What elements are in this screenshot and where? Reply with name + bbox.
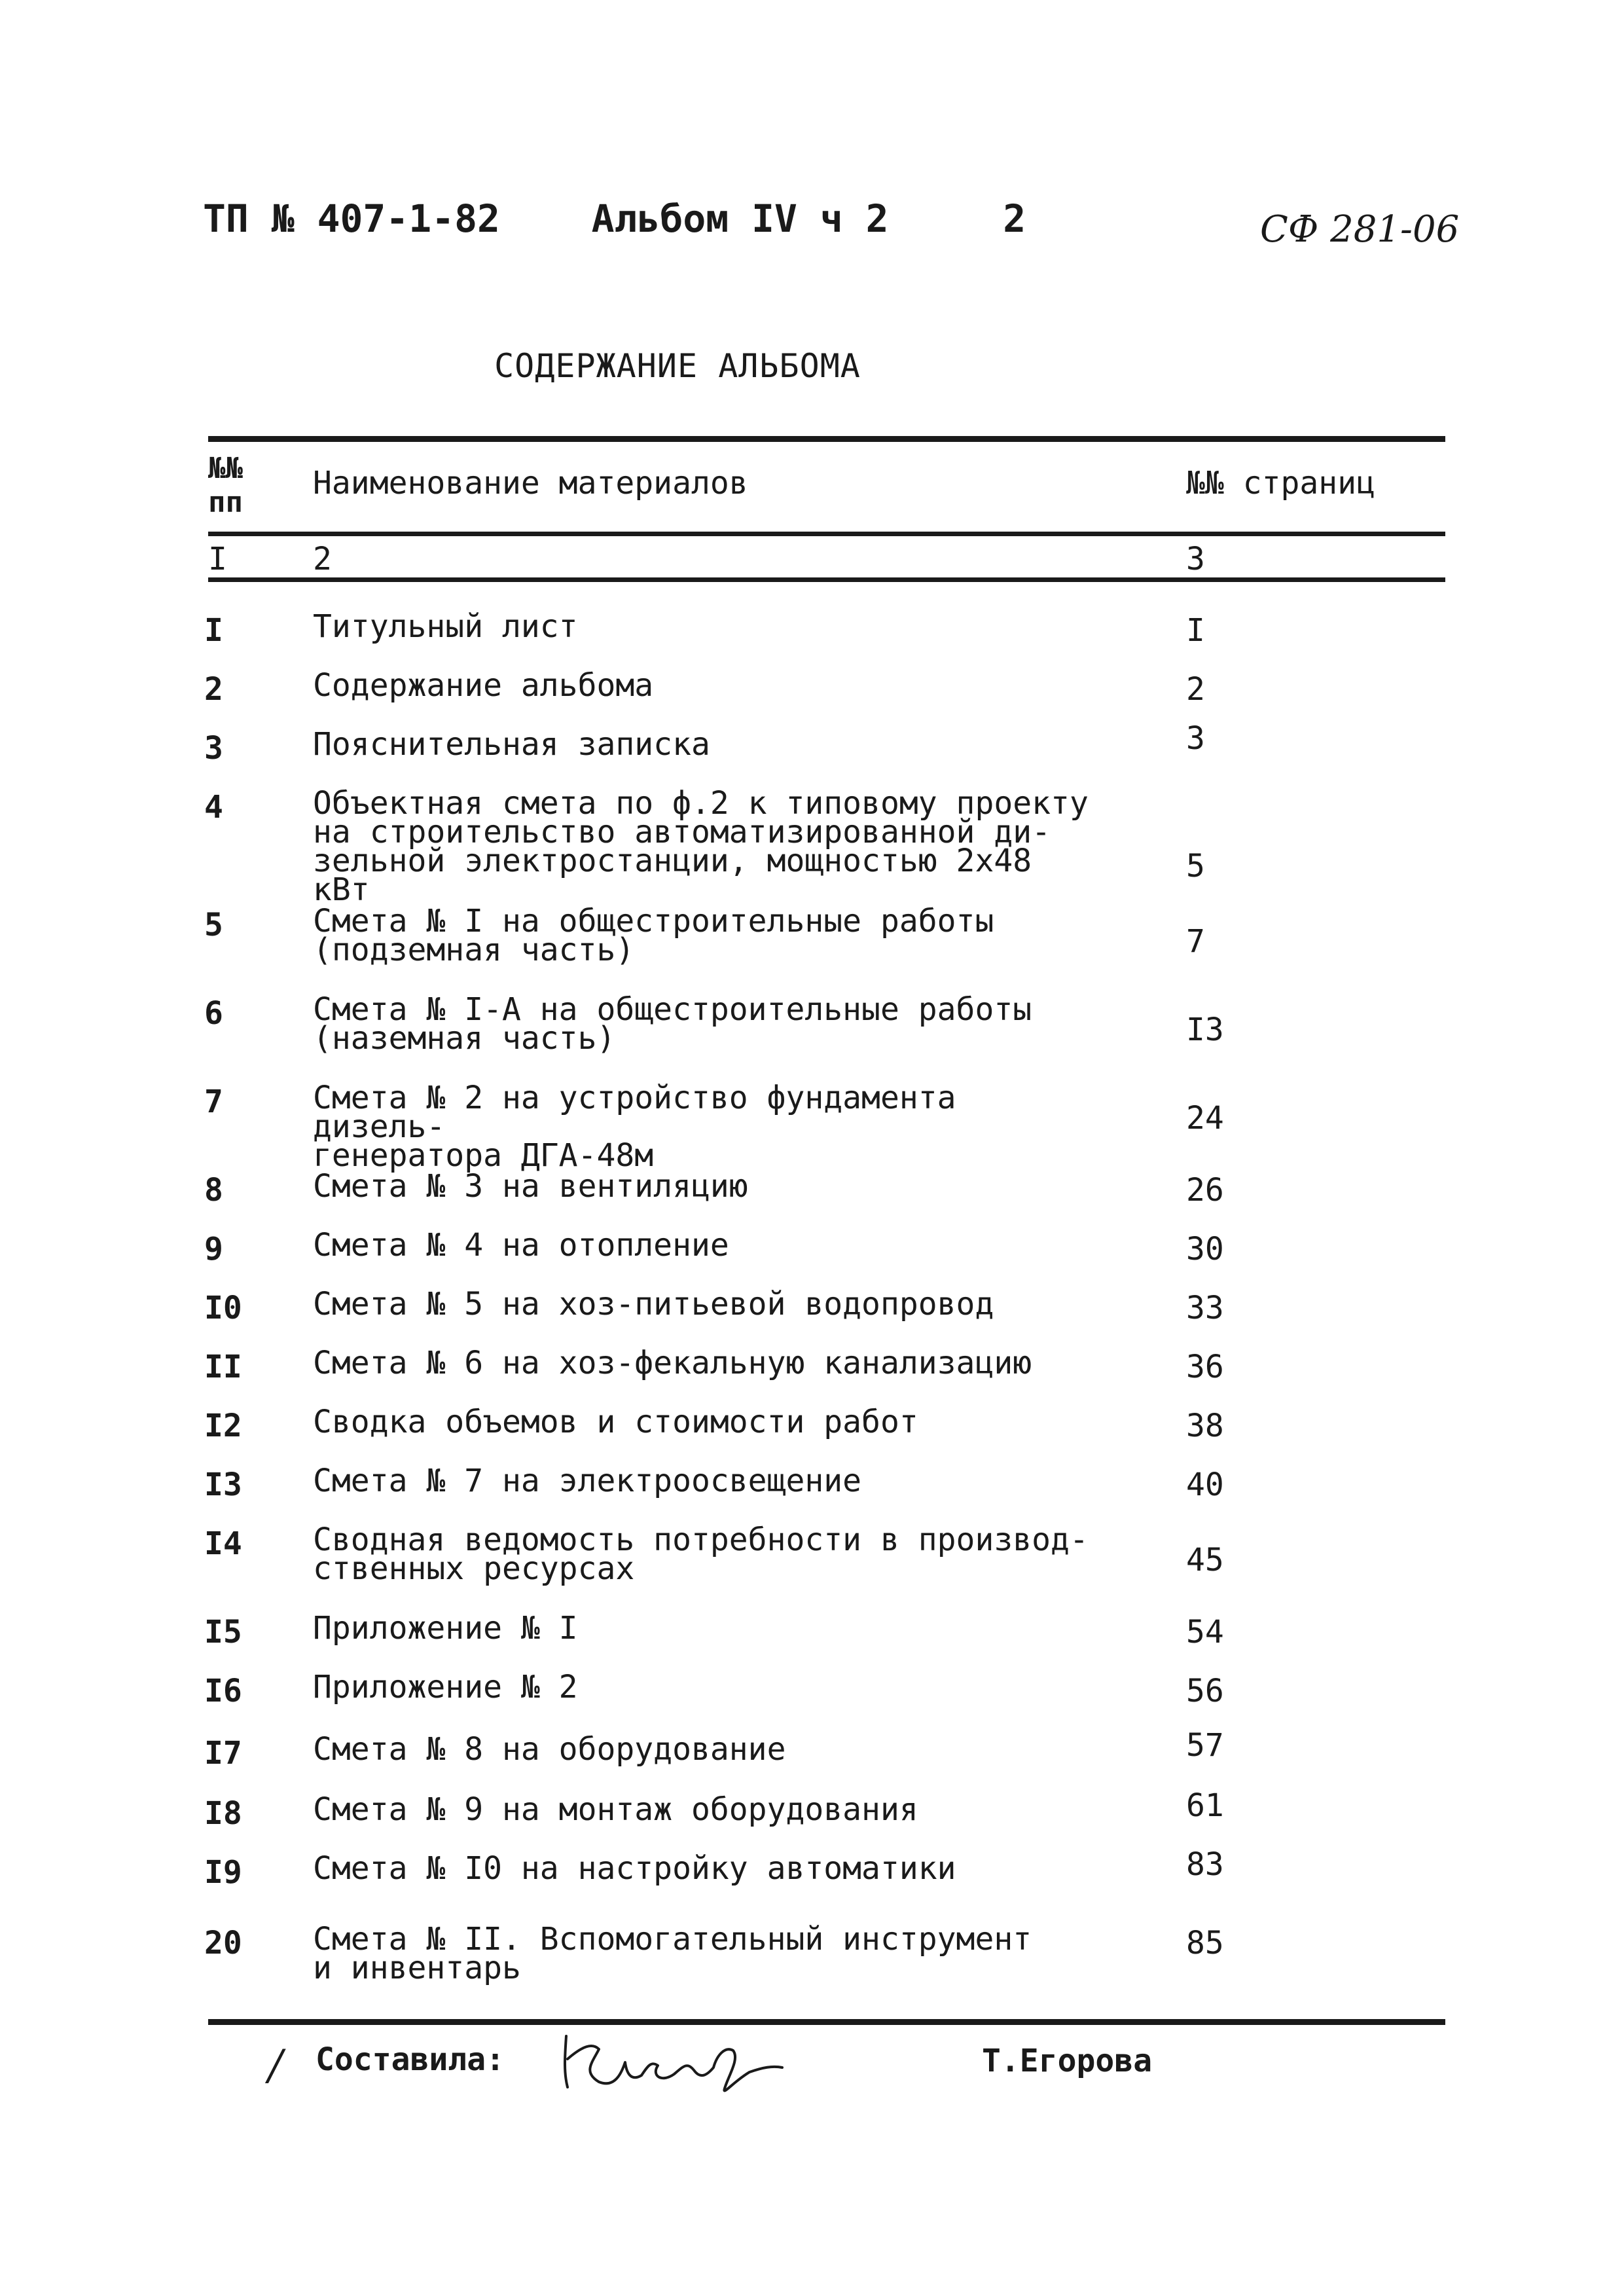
- row-number: 6: [204, 995, 223, 1032]
- row-page: 7: [1186, 923, 1205, 960]
- row-page: 38: [1186, 1408, 1224, 1444]
- column-number-3: 3: [1186, 541, 1205, 577]
- row-title: Смета № 9 на монтаж оборудования: [313, 1791, 918, 1828]
- row-number: 7: [204, 1084, 223, 1120]
- row-page: 30: [1186, 1231, 1224, 1267]
- row-page: 33: [1186, 1290, 1224, 1326]
- column-number-1: I: [208, 541, 237, 581]
- row-title: Смета № I-А на общестроительные работы (наземная часть): [313, 991, 1032, 1057]
- row-number: I0: [204, 1290, 242, 1326]
- row-page: 36: [1186, 1349, 1224, 1385]
- row-page: 24: [1186, 1100, 1224, 1137]
- row-title: Смета № II. Вспомогательный инструмент и инвентарь: [313, 1921, 1032, 1986]
- row-page: 57: [1186, 1727, 1224, 1764]
- row-title: Пояснительная записка: [313, 726, 710, 763]
- row-title: Объектная смета по ф.2 к типовому проекту на строительство автоматизированной ди- зельной электростанции, мощностью 2х48 кВт: [313, 785, 1089, 908]
- signature-label: Составила:: [316, 2041, 505, 2078]
- table-bottom-rule: [208, 2019, 1445, 2025]
- row-title: Приложение № I: [313, 1610, 578, 1647]
- row-number: I9: [204, 1854, 242, 1891]
- column-header-number: №№ пп: [208, 452, 243, 519]
- row-page: I3: [1186, 1011, 1224, 1048]
- row-number: 5: [204, 907, 223, 943]
- row-page: 85: [1186, 1925, 1224, 1961]
- row-title: Титульный лист: [313, 608, 578, 645]
- table-top-rule: [208, 436, 1445, 442]
- doc-ref: ТП № 407-1-82: [203, 196, 500, 241]
- row-number: I6: [204, 1673, 242, 1709]
- row-title: Приложение № 2: [313, 1669, 578, 1705]
- row-page: 54: [1186, 1614, 1224, 1650]
- row-number: 8: [204, 1172, 223, 1209]
- row-title: Смета № I на общестроительные работы (подземная часть): [313, 903, 994, 968]
- handwritten-signature: [553, 2010, 789, 2102]
- row-title: Смета № 3 на вентиляцию: [313, 1168, 748, 1205]
- row-page: 83: [1186, 1846, 1224, 1883]
- row-title: Смета № 2 на устройство фундамента дизель- генератора ДГА-48м: [313, 1080, 956, 1174]
- document-code: СФ 281-06: [1260, 208, 1460, 251]
- row-title: Смета № 4 на отопление: [313, 1227, 729, 1264]
- page-number: 2: [1003, 196, 1026, 241]
- row-page: 61: [1186, 1787, 1224, 1824]
- row-title: Смета № I0 на настройку автоматики: [313, 1850, 956, 1887]
- row-page: 45: [1186, 1542, 1224, 1578]
- row-number: 20: [204, 1925, 242, 1961]
- row-number: 2: [204, 671, 223, 708]
- row-title: Смета № 8 на оборудование: [313, 1731, 786, 1768]
- row-number: 4: [204, 789, 223, 826]
- row-page: 5: [1186, 848, 1205, 884]
- row-title: Сводная ведомость потребности в производ- ственных ресурсах: [313, 1522, 1089, 1587]
- column-number-2: 2: [313, 541, 332, 577]
- row-page: 56: [1186, 1673, 1224, 1709]
- row-page: 26: [1186, 1172, 1224, 1209]
- row-title: Смета № 5 на хоз-питьевой водопровод: [313, 1286, 994, 1322]
- row-number: 9: [204, 1231, 223, 1267]
- page-title: СОДЕРЖАНИЕ АЛЬБОМА: [494, 347, 861, 385]
- row-number: I2: [204, 1408, 242, 1444]
- row-number: I8: [204, 1795, 242, 1832]
- row-number: I: [204, 612, 223, 649]
- table-colnum-rule: [208, 577, 1445, 582]
- row-number: I7: [204, 1735, 242, 1772]
- row-number: I3: [204, 1467, 242, 1503]
- signature-slash: /: [268, 2041, 283, 2090]
- row-number: 3: [204, 730, 223, 767]
- album-ref: Альбом IV ч 2: [591, 196, 889, 241]
- column-header-name: Наименование материалов: [313, 465, 748, 501]
- row-title: Смета № 6 на хоз-фекальную канализацию: [313, 1345, 1032, 1381]
- table-header-rule: [208, 532, 1445, 536]
- row-page: 2: [1186, 671, 1205, 708]
- signer-name: Т.Егорова: [982, 2043, 1153, 2079]
- row-page: I: [1186, 612, 1205, 649]
- header-left: [203, 196, 1026, 241]
- row-number: I4: [204, 1525, 242, 1562]
- row-page: 40: [1186, 1467, 1224, 1503]
- row-number: II: [204, 1349, 242, 1385]
- row-number: I5: [204, 1614, 242, 1650]
- row-title: Содержание альбома: [313, 667, 654, 704]
- column-header-page: №№ страниц: [1186, 465, 1375, 501]
- row-title: Сводка объемов и стоимости работ: [313, 1404, 918, 1440]
- row-title: Смета № 7 на электроосвещение: [313, 1463, 862, 1499]
- row-page: 3: [1186, 720, 1205, 757]
